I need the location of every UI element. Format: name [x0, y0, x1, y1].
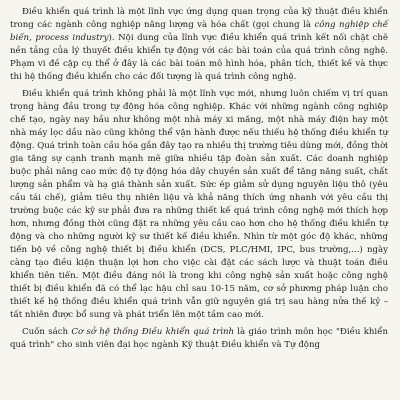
paragraph-1-text-end: ). Nội dung của lĩnh vực điều khiển quá trình kết nối chặt chẽ nền tảng của lý thuyết điều khiển tự động với các bài toán của quá trình công nghệ. Phạm vi đề cập cụ thể ở đây là các bài toán mô hình hóa, phân tích, thiết kế và thực thi hệ thống điều khiển cho các đối tượng là quá trình công nghệ.	[10, 33, 388, 82]
paragraph-3-text: Cuốn sách	[22, 327, 72, 337]
paragraph-2	[10, 88, 388, 322]
paragraph-1	[10, 6, 388, 84]
paragraph-1-italic: công nghiệp chế biến, process industry	[10, 20, 388, 43]
paragraph-2-text: Điều khiển quá trình không phải là một lĩnh vực mới, nhưng luôn chiếm vị trí quan trọng hàng đầu trong tự động hóa công nghiệp. Khác với những ngành công nghiệp chế tạo, ngày nay hầu như không một nhà máy xi măng, một nhà máy điện hay một nhà máy lọc dầu nào cũng không thể vận hành được nếu thiếu hệ thống điều khiển tự động. Quá trình toàn cầu hóa gắn đây tạo ra nhiều thị trường tiêu dùng mới, đồng thời gia tăng sự cạnh tranh mạnh mẽ giữa nhiều tập đoàn sản xuất. Các doanh nghiệp buộc phải nâng cao mức độ tự động hóa dây chuyền sản xuất để tăng năng suất, chất lượng sản phẩm và hạ giá thành sản xuất. Sức ép giảm sử dụng nguyên liệu thô (yêu cầu tái chế), giảm tiêu thụ nhiên liệu và khả năng thích ứng nhanh với yêu cầu thị trường buộc các kỹ sư phải đưa ra những thiết kế quá trình công nghệ mới thích hợp hơn, nhưng đồng thời cũng đặt ra những yêu cầu cao hơn cho hệ thống điều khiển tự động và cho những người kỹ sư thiết kế điều khiển. Nhìn từ một góc độ khác, những tiến bộ về công nghệ thiết bị điều khiển (DCS, PLC/HMI, IPC, bus trường,...) ngày càng tạo điều kiện thuận lợi hơn cho việc cài đặt các sách lược và thuật toán điều khiển tiên tiến. Một điều đáng nói là trong khi công nghệ sản xuất hoặc công nghệ thiết bị điều khiển đã có thể lạc hậu chỉ sau 10-15 năm, cơ sở phương pháp luận cho thiết kế hệ thống điều khiển quá trình vẫn giữ nguyên giá trị sau hàng nửa thế kỷ – tất nhiên được bổ sung và phát triển lên một tầm cao mới.	[10, 89, 388, 320]
text-body	[10, 6, 388, 352]
paragraph-3-text-end: là giáo trình môn học "Điều khiển quá trình" cho sinh viên đại học ngành Kỹ thuật Điều khiển và Tự động	[10, 327, 389, 350]
paragraph-3	[10, 326, 388, 352]
paragraph-3-italic: Cơ sở hệ thống Điều khiển quá trình	[71, 327, 235, 337]
paragraph-1-text: Điều khiển quá trình là một lĩnh vực ứng dụng quan trọng của kỹ thuật điều khiển trong các ngành công nghiệp năng lượng và hóa chất (gọi chung là	[10, 7, 388, 30]
